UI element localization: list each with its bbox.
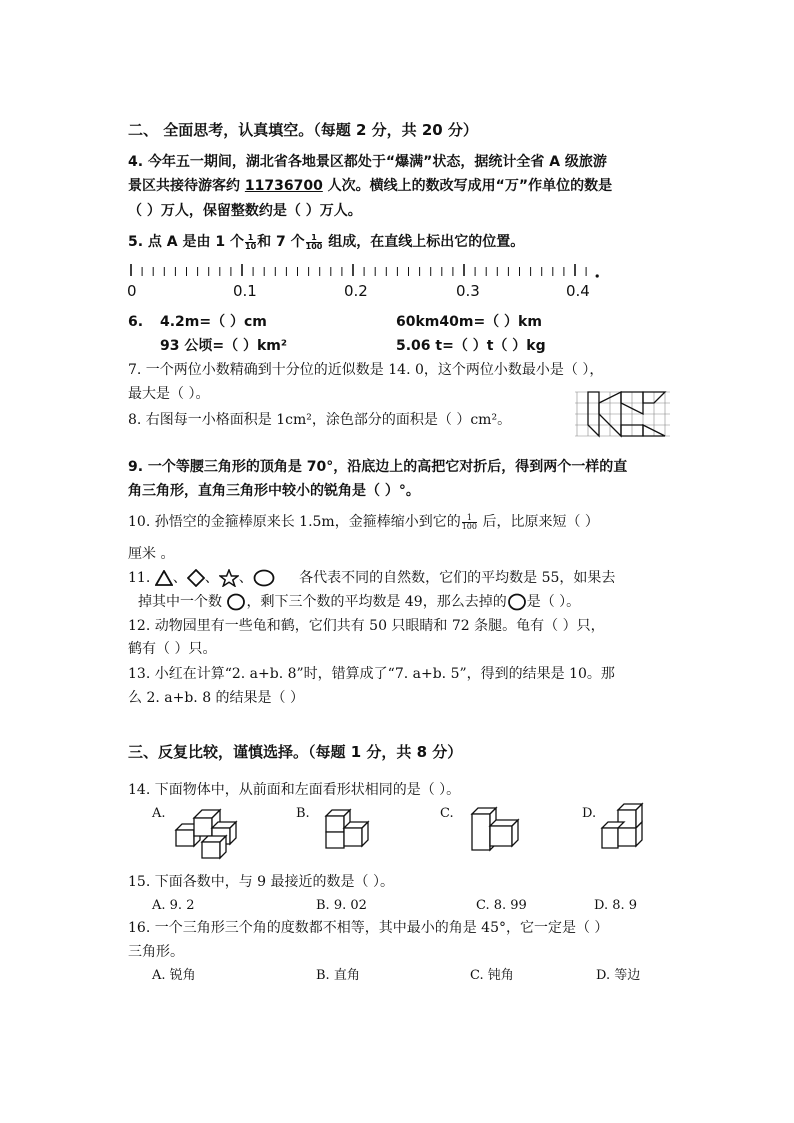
q6-c: 93 公顷=（ ）km² xyxy=(160,338,287,354)
number-line-label-0.4: 0.4 xyxy=(566,282,590,300)
number-line-label-0.1: 0.1 xyxy=(233,282,257,300)
q14-text: 14. 下面物体中，从前面和左面看形状相同的是（ ）。 xyxy=(128,782,461,798)
section-3-title: 三、反复比较，谨慎选择。（每题 1 分，共 8 分） xyxy=(128,743,463,761)
q16-option-b[interactable]: B. 直角 xyxy=(316,968,360,983)
q10-line2: 厘米 。 xyxy=(128,546,175,562)
circle-icon xyxy=(507,593,527,611)
q15-option-d[interactable]: D. 8. 9 xyxy=(594,898,638,913)
q10-line1: 10. 孙悟空的金箍棒原来长 1.5m，金箍棒缩小到它的 $\frac{1}{100}$ 后，比原来短（ ） xyxy=(128,512,599,531)
q15-option-b[interactable]: B. 9. 02 xyxy=(316,898,367,913)
q8-text: 8. 右图每一小格面积是 1cm²，涂色部分的面积是（ ）cm²。 xyxy=(128,412,512,428)
q4-line3: （ ）万人，保留整数约是（ ）万人。 xyxy=(128,203,362,219)
number-line-end-dot xyxy=(596,274,599,277)
q16-line1: 16. 一个三角形三个角的度数都不相等，其中最小的角是 45°，它一定是（ ） xyxy=(128,920,609,936)
diamond-icon xyxy=(187,569,205,587)
shaded-grid-figure xyxy=(575,388,670,443)
q16-option-d[interactable]: D. 等边 xyxy=(596,968,641,983)
q6-b: 60km40m=（ ）km xyxy=(396,314,542,330)
circle-icon xyxy=(226,593,246,611)
section-2-title: 二、 全面思考，认真填空。（每题 2 分，共 20 分） xyxy=(128,121,478,139)
q15-text: 15. 下面各数中，与 9 最接近的数是（ ）。 xyxy=(128,874,394,890)
fraction-one-tenth: $\frac{1}{10}$ xyxy=(245,232,257,251)
q6-a: 4.2m=（ ）cm xyxy=(160,314,267,330)
triangle-icon xyxy=(155,570,173,586)
number-line[interactable] xyxy=(125,262,605,282)
q5-line: 5. 点 A 是由 1 个 $\frac{1}{10}$ 和 7 个 $\frac{1}{100}$ 组成，在直线上标出它的位置。 xyxy=(128,232,525,251)
q11-line2: 掉其中一个数 ，剩下三个数的平均数是 49，那么去掉的 是（ ）。 xyxy=(138,594,581,610)
number-line-label-0: 0 xyxy=(127,282,137,300)
q4-underlined-number: 11736700 xyxy=(244,178,323,194)
q4-line2: 景区共接待游客约 11736700 人次。横线上的数改写成用“万”作单位的数是 xyxy=(128,178,613,194)
number-line-label-0.3: 0.3 xyxy=(456,282,480,300)
q12-line2: 鹤有（ ）只。 xyxy=(128,641,217,657)
q6-d: 5.06 t=（ ）t（ ）kg xyxy=(396,338,546,354)
q14-option-c-label: C. xyxy=(440,806,454,821)
q7-line2: 最大是（ ）。 xyxy=(128,386,210,402)
q7-line1: 7. 一个两位小数精确到十分位的近似数是 14. 0，这个两位小数最小是（ ）， xyxy=(128,362,604,378)
fraction-one-hundredth: $\frac{1}{100}$ xyxy=(305,232,323,251)
q13-line2: 么 2. a+b. 8 的结果是（ ） xyxy=(128,690,305,706)
q4-line1: 4. 今年五一期间，湖北省各地景区都处于“爆满”状态，据统计全省 A 级旅游 xyxy=(128,154,607,170)
circle-icon xyxy=(253,569,275,587)
q12-line1: 12. 动物园里有一些龟和鹤，它们共有 50 只眼睛和 72 条腿。龟有（ ）只， xyxy=(128,618,605,634)
q9-line1: 9. 一个等腰三角形的顶角是 70°，沿底边上的高把它对折后，得到两个一样的直 xyxy=(128,459,628,475)
q6-number: 6. xyxy=(128,314,144,330)
cube-figure-c[interactable] xyxy=(468,806,524,852)
star-icon xyxy=(219,569,239,587)
q15-option-c[interactable]: C. 8. 99 xyxy=(476,898,527,913)
q16-option-a[interactable]: A. 锐角 xyxy=(152,968,196,983)
q9-line2: 角三角形，直角三角形中较小的锐角是（ ）°。 xyxy=(128,483,420,499)
cube-figure-b[interactable] xyxy=(322,806,374,852)
q14-option-a-label: A. xyxy=(152,806,166,821)
q16-option-c[interactable]: C. 钝角 xyxy=(470,968,514,983)
q13-line1: 13. 小红在计算“2. a+b. 8”时，错算成了“7. a+b. 5”，得到的结果是 10。那 xyxy=(128,666,615,682)
number-line-label-0.2: 0.2 xyxy=(344,282,368,300)
q15-option-a[interactable]: A. 9. 2 xyxy=(152,898,195,913)
cube-figure-d[interactable] xyxy=(598,802,650,852)
q16-line2: 三角形。 xyxy=(128,944,184,960)
q11-line1: 11. 、 、 、 各代表不同的自然数，它们的平均数是 55，如果去 xyxy=(128,570,616,586)
q14-option-d-label: D. xyxy=(582,806,597,821)
q14-option-b-label: B. xyxy=(296,806,310,821)
fraction-one-hundredth: $\frac{1}{100}$ xyxy=(461,512,477,531)
cube-figure-a[interactable] xyxy=(172,808,244,860)
